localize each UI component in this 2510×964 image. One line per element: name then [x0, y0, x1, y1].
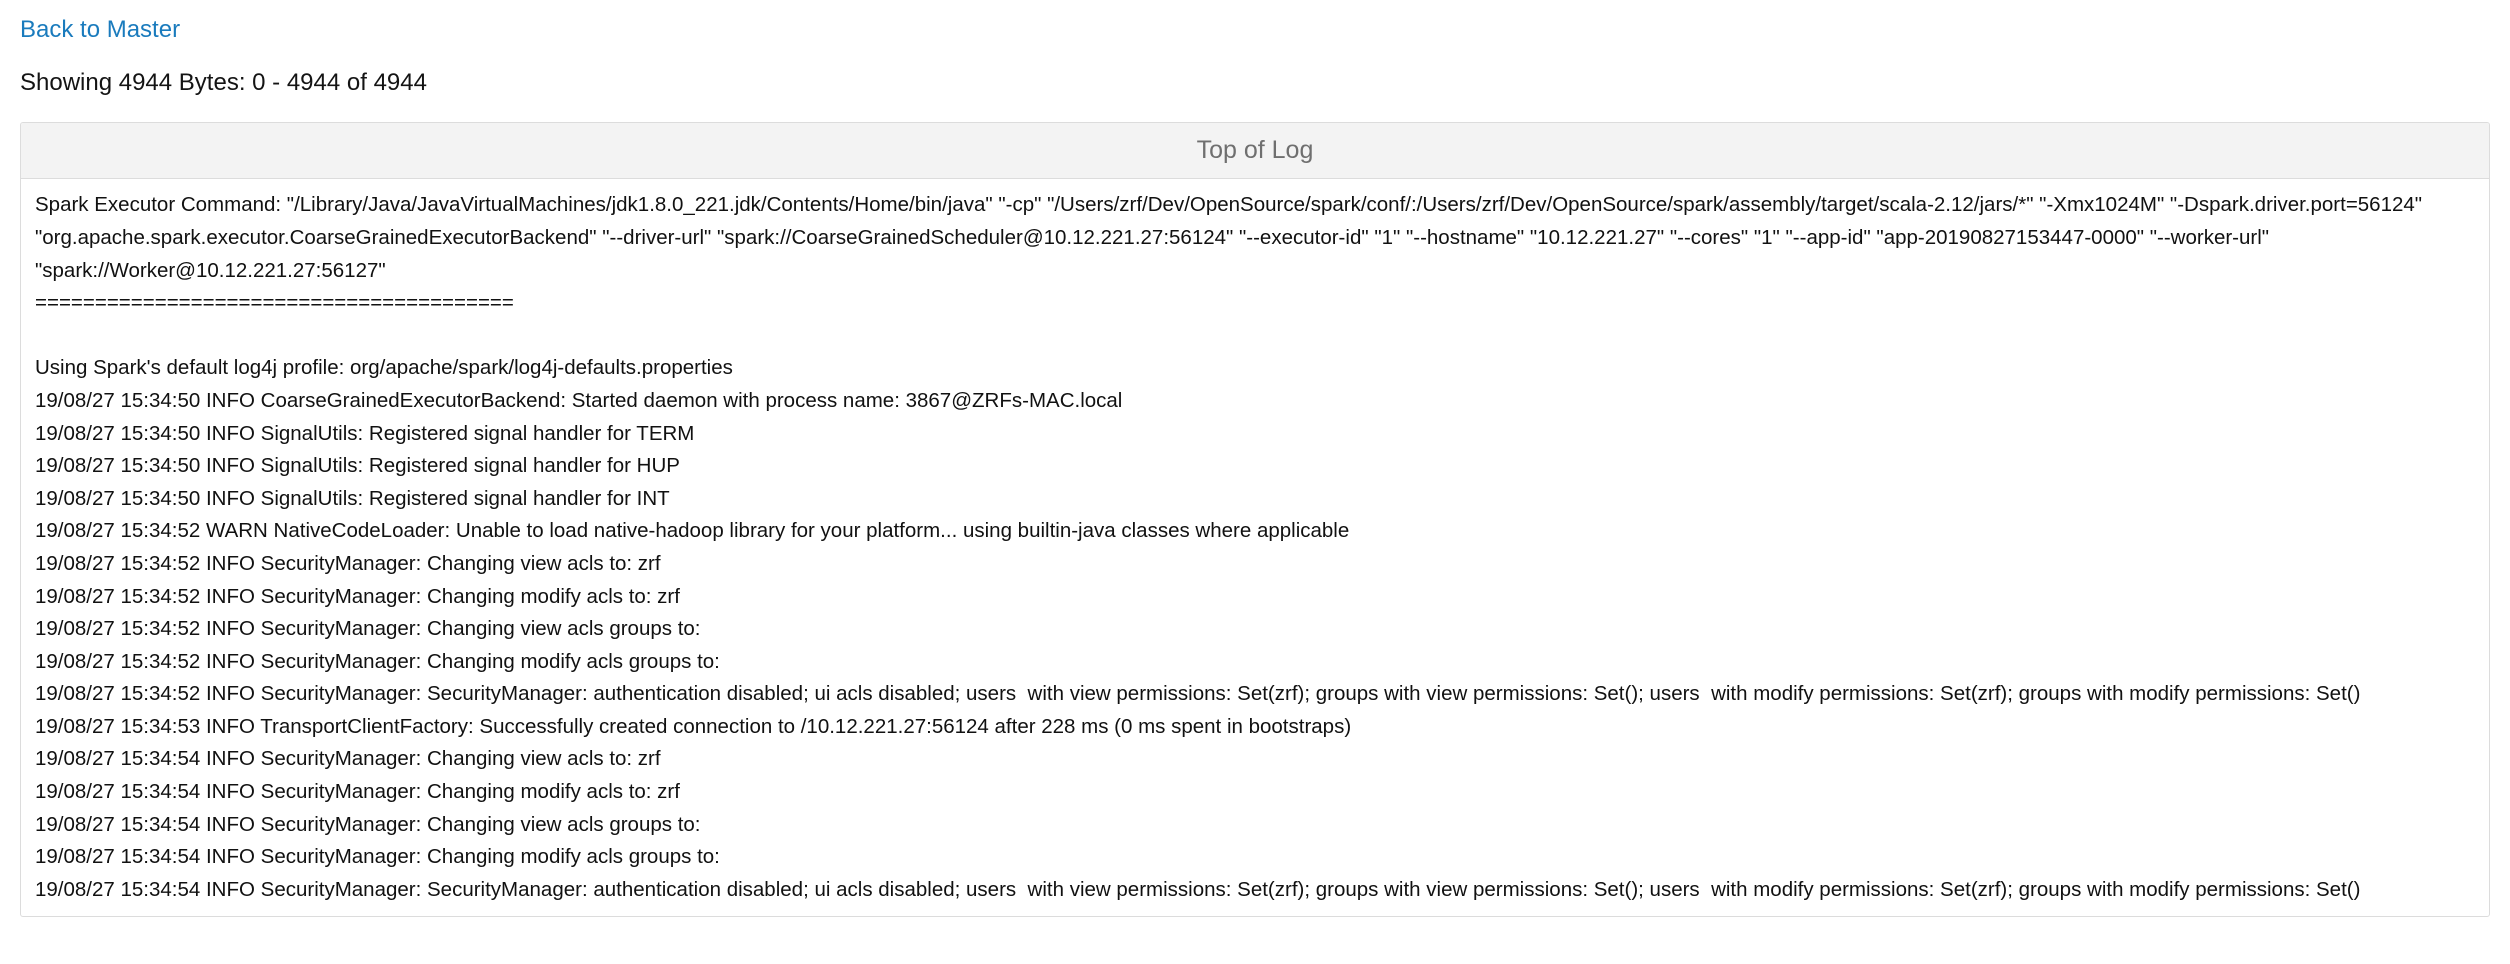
- log-line: 19/08/27 15:34:52 INFO SecurityManager: Changing view acls groups to:: [35, 617, 701, 641]
- log-line: 19/08/27 15:34:50 INFO SignalUtils: Registered signal handler for TERM: [35, 421, 695, 445]
- log-line: 19/08/27 15:34:52 INFO SecurityManager: SecurityManager: authentication disabled; ui acls disabled; users with view permissions: Set(zrf); groups with view permissions: Set(); users with modify permissions: Set(zrf); groups with modify permissions: Set(): [35, 682, 2361, 706]
- log-line: 19/08/27 15:34:52 WARN NativeCodeLoader: Unable to load native-hadoop library for your platform... using builtin-java classes where applicable: [35, 519, 1350, 543]
- log-line: 19/08/27 15:34:50 INFO CoarseGrainedExecutorBackend: Started daemon with process name: 3867@ZRFs-MAC.local: [35, 388, 1123, 412]
- log-line: 19/08/27 15:34:50 INFO SignalUtils: Registered signal handler for INT: [35, 486, 670, 510]
- log-content[interactable]: [21, 179, 2489, 916]
- log-line: 19/08/27 15:34:54 INFO SecurityManager: Changing view acls groups to:: [35, 812, 701, 836]
- log-line: 19/08/27 15:34:54 INFO SecurityManager: Changing modify acls to: zrf: [35, 780, 680, 804]
- log-line: Using Spark's default log4j profile: org/apache/spark/log4j-defaults.properties: [35, 356, 733, 380]
- log-line: Spark Executor Command: "/Library/Java/JavaVirtualMachines/jdk1.8.0_221.jdk/Contents/Home/bin/java" "-cp" "/Users/zrf/Dev/OpenSource/spark/conf/:/Users/zrf/Dev/OpenSource/spark/assembly/target/scala-2.12/jars/*" "-Xmx1024M" "-Dspark.driver.port=56124" "org.apache.spark.executor.CoarseGrainedExecutorBackend" "--driver-url" "spark://CoarseGrainedScheduler@10.12.221.27:56124" "--executor-id" "1" "--hostname" "10.12.221.27" "--cores" "1" "--app-id" "app-20190827153447-0000" "--worker-url" "spark://Worker@10.12.221.27:56127": [35, 193, 2428, 282]
- log-line: 19/08/27 15:34:54 INFO SecurityManager: SecurityManager: authentication disabled; ui acls disabled; users with view permissions: Set(zrf); groups with view permissions: Set(); users with modify permissions: Set(zrf); groups with modify permissions: Set(): [35, 877, 2361, 901]
- log-line: 19/08/27 15:34:52 INFO SecurityManager: Changing view acls to: zrf: [35, 551, 661, 575]
- showing-bytes-status: Showing 4944 Bytes: 0 - 4944 of 4944: [20, 69, 427, 97]
- log-line: ========================================: [35, 291, 514, 315]
- log-line: [35, 320, 2477, 353]
- log-line: 19/08/27 15:34:50 INFO SignalUtils: Registered signal handler for HUP: [35, 454, 680, 478]
- log-panel-header-title: Top of Log: [21, 123, 2489, 179]
- log-line: 19/08/27 15:34:53 INFO TransportClientFactory: Successfully created connection to /10.12.221.27:56124 after 228 ms (0 ms spent in bootstraps): [35, 714, 1352, 738]
- log-line: 19/08/27 15:34:52 INFO SecurityManager: Changing modify acls to: zrf: [35, 584, 680, 608]
- log-line: 19/08/27 15:34:54 INFO SecurityManager: Changing view acls to: zrf: [35, 747, 661, 771]
- back-to-master-link[interactable]: Back to Master: [20, 16, 181, 43]
- log-panel: [20, 122, 2490, 917]
- log-line: 19/08/27 15:34:54 INFO SecurityManager: Changing modify acls groups to:: [35, 845, 720, 869]
- log-line: 19/08/27 15:34:52 INFO SecurityManager: Changing modify acls groups to:: [35, 649, 720, 673]
